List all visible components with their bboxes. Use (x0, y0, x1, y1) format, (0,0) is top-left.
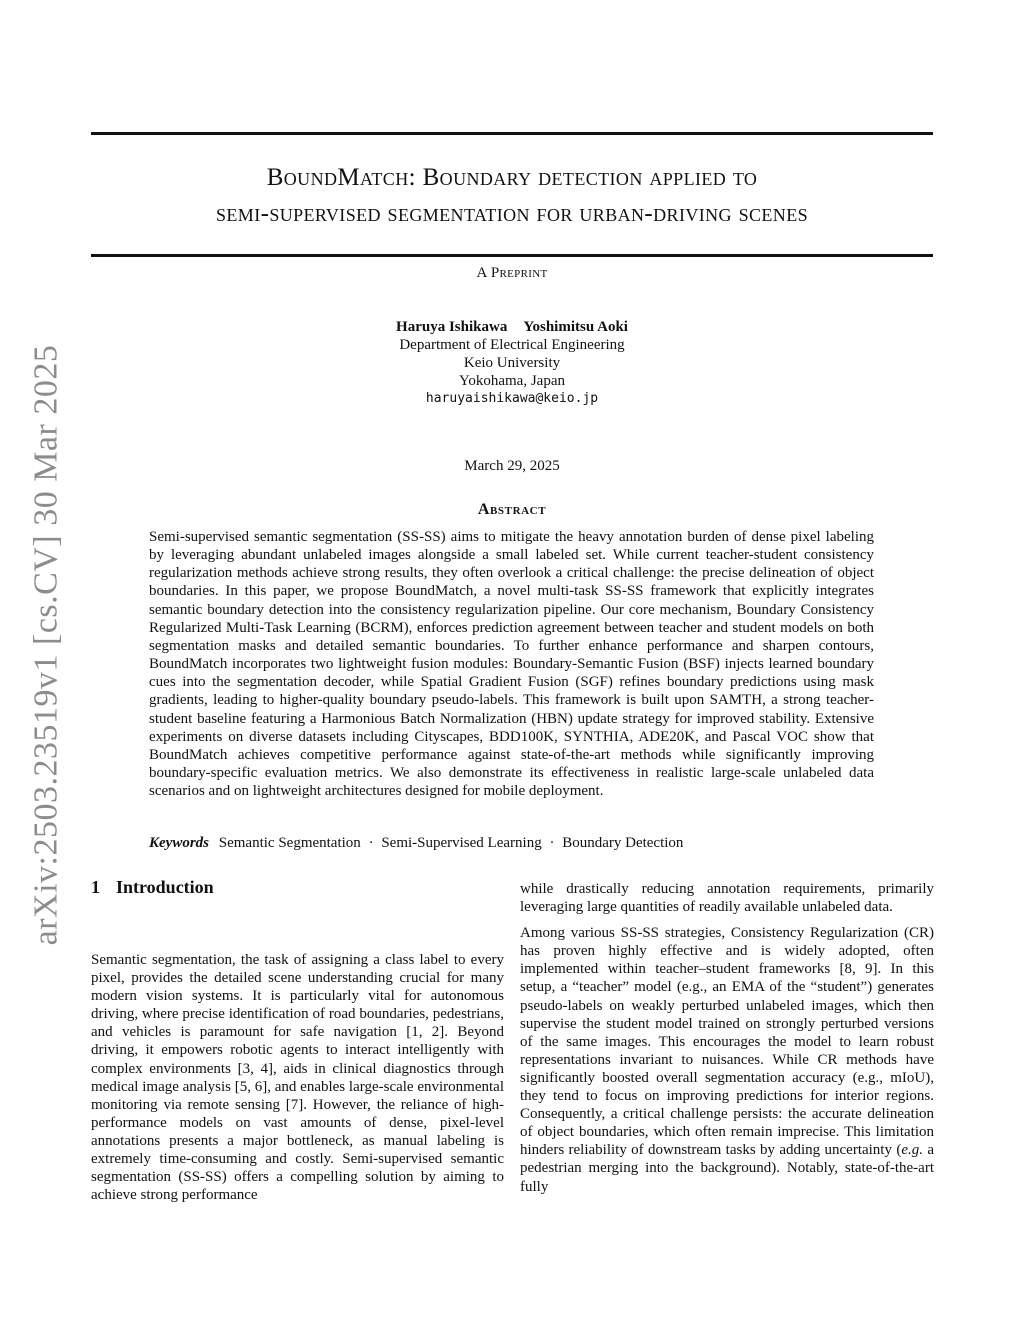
abstract-heading: Abstract (477, 501, 547, 518)
section-title: Introduction (116, 877, 214, 897)
author-names (91, 318, 933, 336)
author-university: Keio University (463, 355, 561, 371)
section-number: 1 (91, 877, 100, 897)
arxiv-identifier: arXiv:2503.23519v1 [cs.CV] 30 Mar 2025 (27, 344, 65, 946)
paragraph-italic-text: e.g. (901, 1142, 923, 1159)
paragraph-text: Among various SS-SS strategies, Consistency Regularization (CR) has proven highly effective and is widely adopted, often implemented within teacher–student frameworks [8, 9]. In this setup, a “teacher” model (e.g., an EMA of the “student”) generates pseudo-labels on weakly perturbed unlabeled images, which then supervise the student model trained on strongly perturbed versions of the same images. This encourages the model to learn robust representations invariant to nuisances. While CR methods have significantly boosted overall segmentation accuracy (e.g., mIoU), they tend to focus on improving predictions for interior regions. Consequently, a critical challenge persists: the accurate delineation of object boundaries, which often remain imprecise. This limitation hinders reliability of downstream tasks by adding uncertainty ( (520, 925, 934, 1159)
intro-left-column: Semantic segmentation, the task of assigning a class label to every pixel, provides the detailed scene understanding crucial for many modern vision systems. It is particularly vital for autonomous driving, where precise identification of road boundaries, pedestrians, and vehicles is paramount for safe navigation [1, 2]. Beyond driving, it empowers robotic agents to interact intelligently with complex environments [3, 4], aids in clinical diagnostics through medical image analysis [5, 6], and enables large-scale environmental monitoring via remote sensing [7]. However, the reliance of high-performance models on vast amounts of dense, pixel-level annotations presents a major bottleneck, as manual labeling is extremely time-consuming and costly. Semi-supervised semantic segmentation (SS-SS) offers a compelling solution by aiming to achieve strong performance (91, 952, 504, 1204)
keyword-separator: · (368, 835, 374, 851)
author-name: Yoshimitsu Aoki (523, 319, 628, 335)
title-top-rule (91, 132, 933, 135)
section-heading-introduction (91, 877, 214, 898)
keyword: Semantic Segmentation (218, 835, 361, 851)
paragraph-text: a pedestrian merging into the background). Notably, state-of-the-art fully (520, 1142, 934, 1195)
preprint-label: A Preprint (476, 265, 548, 281)
title-line-1: BoundMatch: Boundary detection applied to (266, 164, 758, 191)
abstract-body: Semi-supervised semantic segmentation (SS-SS) aims to mitigate the heavy annotation burden of dense pixel labeling by leveraging abundant unlabeled images alongside a small labeled set. While current teacher-student consistency regularization methods achieve strong results, they often overlook a critical challenge: the precise delineation of object boundaries. In this paper, we propose BoundMatch, a novel multi-task SS-SS framework that explicitly integrates semantic boundary detection into the consistency regularization pipeline. Our core mechanism, Boundary Consistency Regularized Multi-Task Learning (BCRM), enforces prediction agreement between teacher and student models on both segmentation masks and detailed semantic boundaries. To further enhance performance and sharpen contours, BoundMatch incorporates two lightweight fusion modules: Boundary-Semantic Fusion (BSF) injects learned boundary cues into the segmentation decoder, while Spatial Gradient Fusion (SGF) refines boundary predictions using mask gradients, leading to higher-quality boundary pseudo-labels. This framework is built upon SAMTH, a strong teacher-student baseline featuring a Harmonious Batch Normalization (HBN) update strategy for improved stability. Extensive experiments on diverse datasets including Cityscapes, BDD100K, SYNTHIA, ADE20K, and Pascal VOC show that BoundMatch achieves competitive performance against state-of-the-art methods while significantly improving boundary-specific evaluation metrics. We also demonstrate its effectiveness in realistic large-scale unlabeled data scenarios and on lightweight architectures designed for mobile deployment. (149, 529, 874, 800)
author-department: Department of Electrical Engineering (399, 337, 625, 353)
paper-date: March 29, 2025 (464, 458, 560, 474)
intro-paragraph: while drastically reducing annotation requirements, primarily leveraging large quantities of readily available unlabeled data. (520, 881, 934, 916)
author-name: Haruya Ishikawa (396, 319, 508, 335)
author-block (91, 318, 933, 408)
intro-paragraph (520, 924, 934, 1195)
intro-right-column (520, 880, 934, 1196)
keywords-line (149, 834, 874, 852)
arxiv-side-stamp (24, 345, 68, 945)
keyword: Boundary Detection (562, 835, 684, 851)
keyword-separator: · (549, 835, 555, 851)
keywords-label: Keywords (149, 835, 209, 851)
keyword: Semi-Supervised Learning (381, 835, 542, 851)
author-email: haruyaishikawa@keio.jp (425, 391, 599, 406)
paper-title (91, 160, 933, 232)
author-location: Yokohama, Japan (459, 373, 565, 389)
title-line-2: semi-supervised segmentation for urban-driving scenes (215, 200, 808, 227)
title-bottom-rule (91, 254, 933, 257)
